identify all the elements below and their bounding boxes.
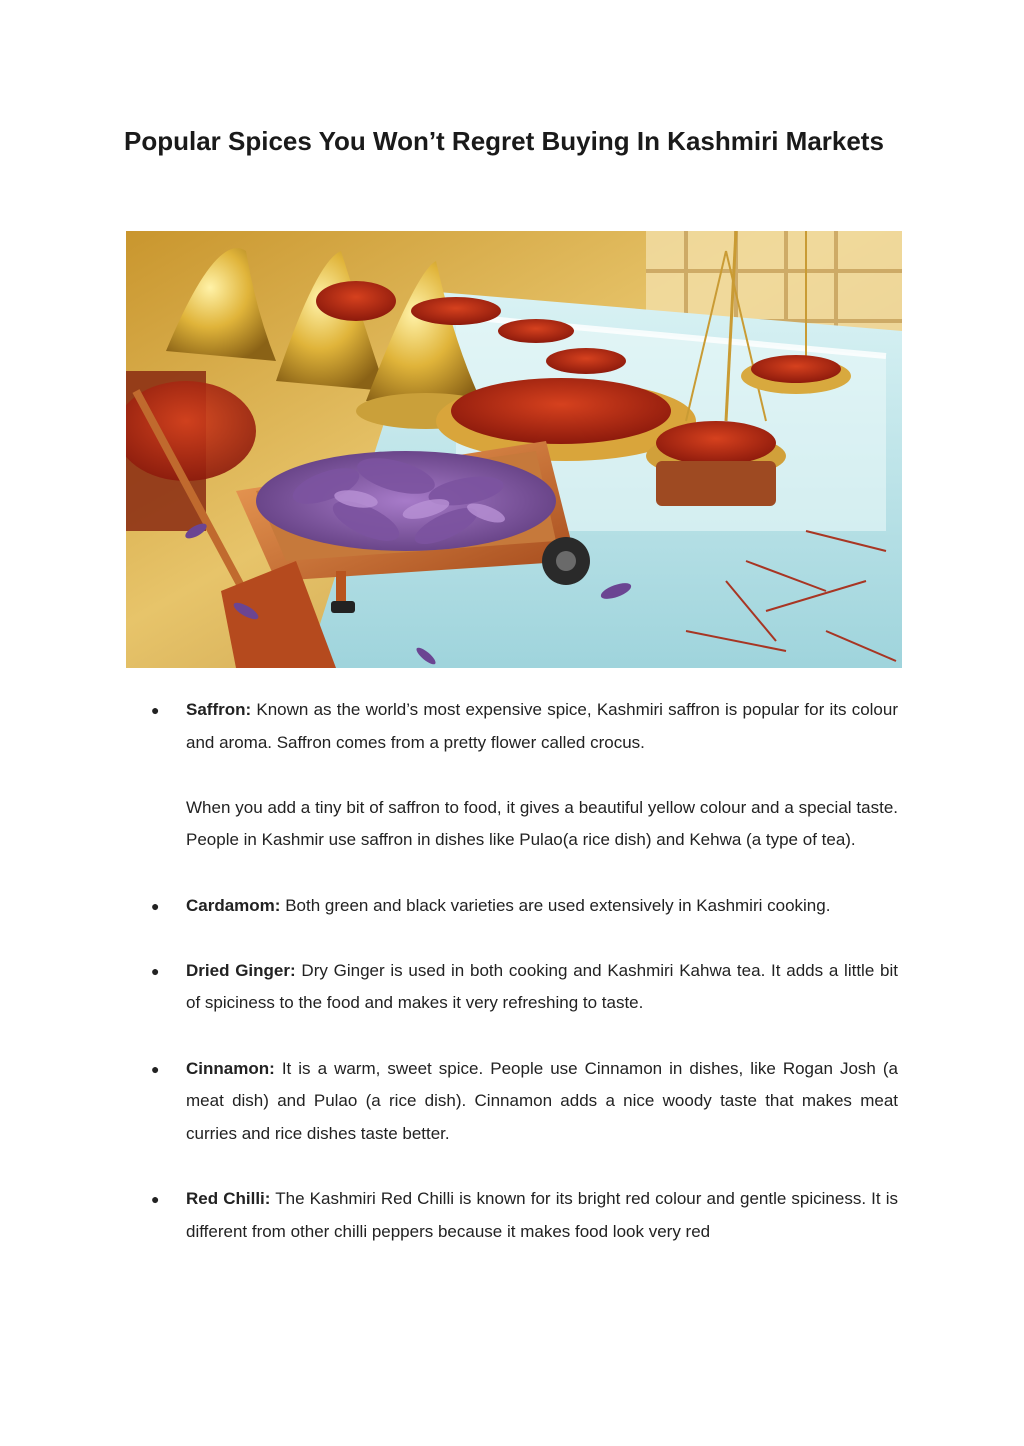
item-term: Saffron: <box>186 700 252 719</box>
list-item-red-chilli <box>124 1183 898 1248</box>
list-item-dried-ginger <box>124 955 898 1020</box>
bullet: ● <box>151 702 160 718</box>
item-text: Dry Ginger is used in both cooking and Kashmiri Kahwa tea. It adds a little bit of spiciness to the food and makes it very refreshing to taste. <box>186 960 899 1013</box>
item-paragraph <box>186 955 898 1020</box>
item-text: It is a warm, sweet spice. People use Cinnamon in dishes, like Rogan Josh (a meat dish) and Pulao (a rice dish). Cinnamon adds a nice woody taste that makes meat curries and rice dishes taste better. <box>186 1058 898 1143</box>
item-paragraph <box>186 890 898 923</box>
bullet: ● <box>151 962 160 979</box>
item-text: The Kashmiri Red Chilli is known for its bright red colour and gentle spiciness. It is different from other chilli peppers because it makes food look very red <box>186 1188 898 1241</box>
bullet: ● <box>151 1190 160 1207</box>
page-title: Popular Spices You Won’t Regret Buying In Kashmiri Markets <box>124 126 884 156</box>
bullet: ● <box>151 897 160 914</box>
item-term: Red Chilli: <box>186 1188 271 1208</box>
item-paragraph <box>186 1183 898 1248</box>
item-paragraph <box>186 1053 898 1151</box>
spice-list <box>124 694 898 1281</box>
item-text: Known as the world’s most expensive spice, Kashmiri saffron is popular for its colour and aroma. Saffron comes from a pretty flower called crocus. <box>186 700 898 752</box>
bullet: ● <box>151 1060 160 1077</box>
list-item-saffron <box>124 694 898 857</box>
list-item-cardamom <box>124 890 898 923</box>
item-paragraph <box>186 694 898 759</box>
item-term: Cardamom: <box>186 895 281 915</box>
item-text: Both green and black varieties are used extensively in Kashmiri cooking. <box>285 895 831 915</box>
item-term: Cinnamon: <box>186 1058 275 1078</box>
item-extra-paragraph: When you add a tiny bit of saffron to food, it gives a beautiful yellow colour and a special taste. People in Kashmir use saffron in dishes like Pulao(a rice dish) and Kehwa (a type of tea). <box>186 797 898 850</box>
item-term: Dried Ginger: <box>186 960 296 980</box>
list-item-cinnamon <box>124 1053 898 1151</box>
saffron-market-photo <box>126 231 902 668</box>
